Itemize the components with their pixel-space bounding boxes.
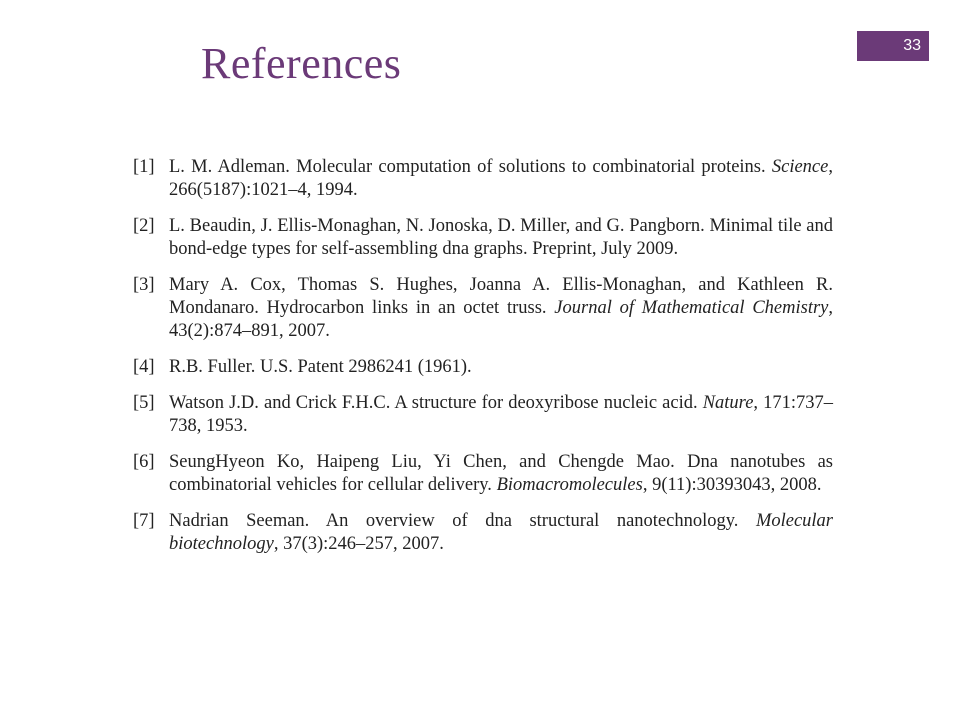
page-number-badge: 33 [857, 31, 929, 61]
reference-item [133, 392, 833, 438]
reference-number: [3] [133, 275, 155, 295]
reference-number: [1] [133, 157, 155, 177]
reference-venue: Nature [702, 393, 754, 413]
reference-text: SeungHyeon Ko, Haipeng Liu, Yi Chen, and Chengde Mao. Dna nanotubes as combinatorial vehicles for cellular delivery. Biomacromolecules, 9(11):30393043, 2008. [169, 452, 833, 495]
reference-text: L. Beaudin, J. Ellis-Monaghan, N. Jonoska, D. Miller, and G. Pangborn. Minimal tile and bond-edge types for self-assembling dna graphs. Preprint, July 2009. [169, 216, 833, 259]
slide-title: References [201, 39, 402, 88]
reference-list [133, 156, 833, 569]
reference-text: R.B. Fuller. U.S. Patent 2986241 (1961). [169, 357, 472, 377]
reference-number: [6] [133, 452, 155, 472]
reference-item [133, 156, 833, 202]
reference-number: [4] [133, 357, 155, 377]
reference-venue: Journal of Mathematical Chemistry [554, 298, 829, 318]
reference-text: Nadrian Seeman. An overview of dna structural nanotechnology. Molecular biotechnology, 37(3):246–257, 2007. [169, 511, 833, 554]
reference-item [133, 215, 833, 261]
reference-item [133, 356, 833, 379]
reference-venue: Molecular biotechnology [169, 511, 833, 554]
reference-item [133, 274, 833, 343]
reference-text: Watson J.D. and Crick F.H.C. A structure for deoxyribose nucleic acid. Nature, 171:737–738, 1953. [169, 393, 834, 436]
reference-item [133, 451, 833, 497]
reference-venue: Biomacromolecules [496, 475, 643, 495]
reference-text: Mary A. Cox, Thomas S. Hughes, Joanna A. Ellis-Monaghan, and Kathleen R. Mondanaro. Hydrocarbon links in an octet truss. Journal of Mathematical Chemistry, 43(2):874–891, 2007. [169, 275, 833, 341]
reference-text: L. M. Adleman. Molecular computation of solutions to combinatorial proteins. Science, 266(5187):1021–4, 1994. [169, 157, 833, 200]
reference-number: [7] [133, 511, 155, 531]
reference-number: [5] [133, 393, 155, 413]
reference-venue: Science [771, 157, 829, 177]
reference-number: [2] [133, 216, 155, 236]
reference-item [133, 510, 833, 556]
